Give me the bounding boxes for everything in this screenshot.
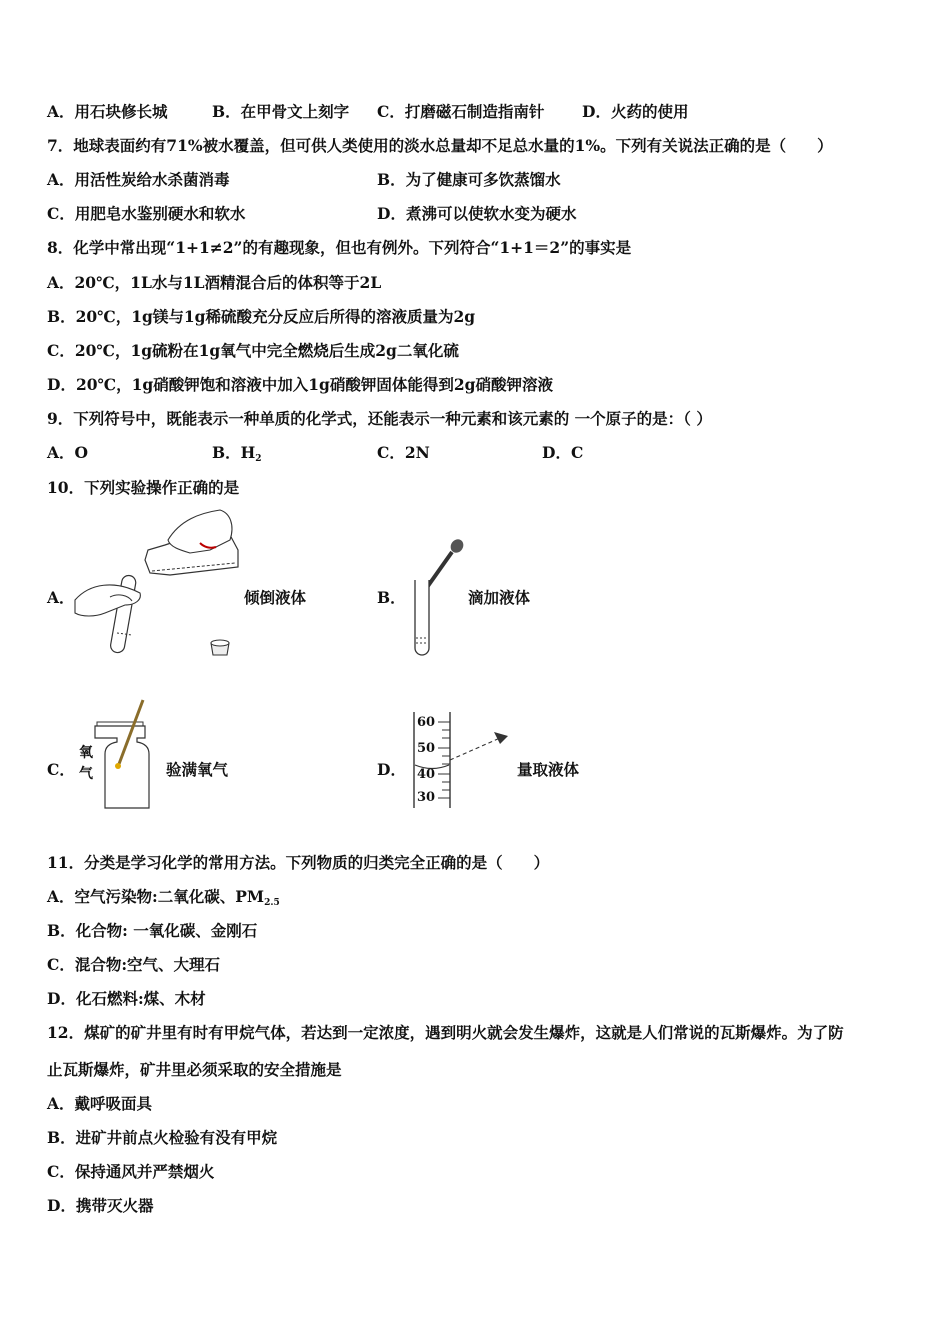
q8-option-a: A．20℃，1L水与1L酒精混合后的体积等于2L (47, 273, 382, 292)
q10-option-c-bottle-label-1: 氧 (79, 745, 93, 761)
q6-option-a: A．用石块修长城 (47, 102, 168, 121)
cylinder-tick-30: 30 (417, 790, 436, 805)
q11-option-d: D．化石燃料:煤、木材 (47, 989, 206, 1008)
q9-option-a: A．O (47, 443, 89, 462)
q11-option-a-main: A．空气污染物:二氧化碳、PM (47, 887, 265, 906)
cylinder-tick-60: 60 (417, 715, 436, 730)
q9-option-b-subscript: 2 (255, 454, 262, 464)
q10-option-c-bottle-label-2: 气 (79, 766, 93, 782)
q10-stem: 10．下列实验操作正确的是 (47, 478, 240, 497)
q7-option-a: A．用活性炭给水杀菌消毒 (47, 170, 230, 189)
q9-option-d: D．C (542, 443, 584, 462)
q12-stem-line-1: 12．煤矿的矿井里有时有甲烷气体，若达到一定浓度，遇到明火就会发生爆炸，这就是人们常说的瓦斯爆炸。为了防 (47, 1023, 844, 1042)
q12-option-a: A．戴呼吸面具 (47, 1094, 153, 1113)
q7-option-c: C．用肥皂水鉴别硬水和软水 (47, 204, 246, 223)
cylinder-tick-40: 40 (417, 767, 436, 782)
q11-option-b: B．化合物: 一氧化碳、金刚石 (47, 921, 258, 940)
q10-option-b-letter: B． (377, 588, 406, 607)
q10-option-c-letter: C． (47, 760, 75, 779)
q9-option-b (212, 443, 262, 469)
q6-option-b: B．在甲骨文上刻字 (212, 102, 350, 121)
q7-option-b: B．为了健康可多饮蒸馏水 (377, 170, 561, 189)
q6-option-c: C．打磨磁石制造指南针 (377, 102, 545, 121)
q10-option-d-letter: D． (377, 760, 406, 779)
q10-option-a-letter: A． (47, 588, 75, 607)
q11-option-c: C．混合物:空气、大理石 (47, 955, 221, 974)
q8-option-d: D．20℃，1g硝酸钾饱和溶液中加入1g硝酸钾固体能得到2g硝酸钾溶液 (47, 375, 553, 394)
q8-stem: 8．化学中常出现“1+1≠2”的有趣现象，但也有例外。下列符合“1+1＝2”的事实是 (47, 238, 632, 257)
q12-option-d: D．携带灭火器 (47, 1196, 154, 1215)
q10-option-b-caption: 滴加液体 (468, 588, 531, 607)
q7-option-d: D．煮沸可以使软水变为硬水 (377, 204, 577, 223)
q9-stem: 9．下列符号中，既能表示一种单质的化学式，还能表示一种元素和该元素的 一个原子的是：（ ） (47, 409, 712, 428)
q12-option-c: C．保持通风并严禁烟火 (47, 1162, 215, 1181)
q6-option-d: D．火药的使用 (582, 102, 689, 121)
q8-option-b: B．20℃，1g镁与1g稀硫酸充分反应后所得的溶液质量为2g (47, 307, 476, 326)
q11-stem: 11．分类是学习化学的常用方法。下列物质的归类完全正确的是（ ） (47, 853, 550, 872)
pouring-liquid-illustration (70, 505, 240, 660)
q8-option-c: C．20℃，1g硫粉在1g氧气中完全燃烧后生成2g二氧化硫 (47, 341, 459, 360)
q10-option-d-caption: 量取液体 (517, 760, 580, 779)
q9-option-c: C．2N (377, 443, 430, 462)
q12-stem-line-2: 止瓦斯爆炸，矿井里必须采取的安全措施是 (47, 1060, 342, 1079)
cylinder-tick-50: 50 (417, 741, 436, 756)
q11-option-a-subscript: 2.5 (264, 898, 280, 908)
q10-option-a-caption: 倾倒液体 (244, 588, 307, 607)
q12-option-b: B．进矿井前点火检验有没有甲烷 (47, 1128, 278, 1147)
q9-option-b-main: B．H (212, 443, 256, 462)
q10-option-c-caption: 验满氧气 (166, 760, 229, 779)
dropping-liquid-illustration (405, 538, 470, 663)
q7-stem: 7．地球表面约有71%被水覆盖，但可供人类使用的淡水总量却不足总水量的1%。下列有关说法正确的是（ ） (47, 136, 833, 155)
q11-option-a (47, 887, 280, 913)
